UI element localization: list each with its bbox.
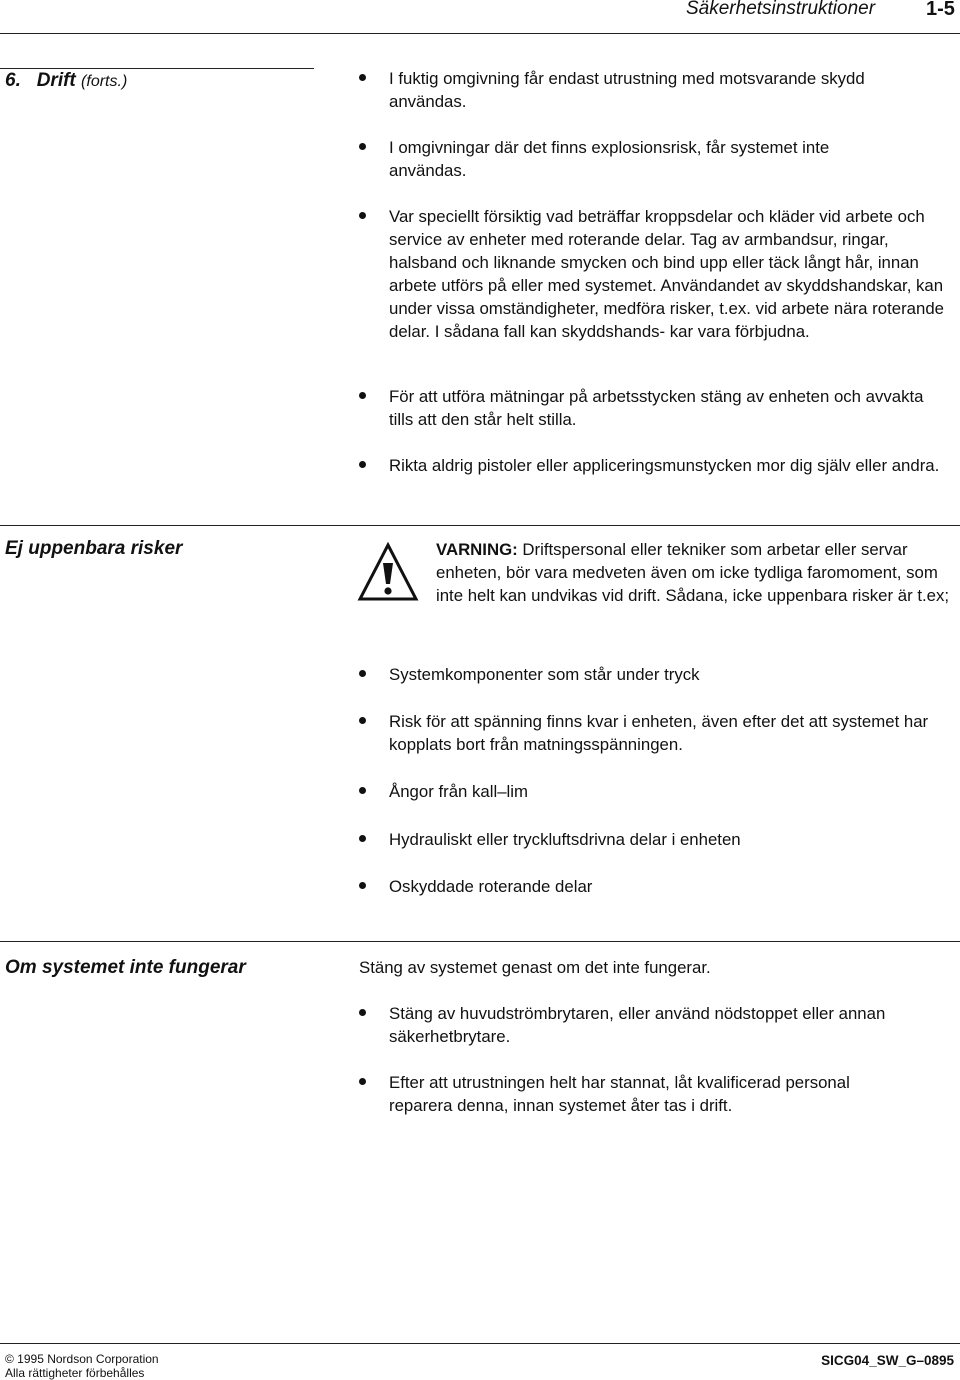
list-item: Ångor från kall–lim	[389, 782, 528, 801]
bullet-dot	[359, 212, 366, 219]
page-number: 1-5	[926, 0, 955, 20]
list-item: Hydrauliskt eller tryckluftsdrivna delar i enheten	[389, 830, 741, 849]
document-code: SICG04_SW_G–0895	[821, 1353, 954, 1368]
bullet-dot	[359, 461, 366, 468]
footer-copyright: © 1995 Nordson Corporation	[5, 1352, 159, 1366]
warning-body: Driftspersonal eller tekniker som arbetar eller servar enheten, bör vara medveten även om icke tydliga faromoment, som inte helt kan undvikas vid drift. Sådana, icke uppenbara risker är t.ex;	[436, 540, 950, 605]
list-item: För att utföra mätningar på arbetsstycken stäng av enheten och avvakta tills att den står helt stilla.	[389, 387, 924, 429]
section-number: 6.	[5, 70, 21, 91]
footer-rule	[0, 1343, 960, 1344]
section-title	[5, 70, 127, 92]
bullet-dot	[359, 717, 366, 724]
bullet-dot	[359, 670, 366, 677]
warning-icon	[357, 542, 419, 602]
list-item: Risk för att spänning finns kvar i enheten, även efter det att systemet har kopplats bort från matningsspänningen.	[389, 712, 929, 754]
list-item: Efter att utrustningen helt har stannat, låt kvalificerad personal reparera denna, innan systemet åter tas i drift.	[389, 1073, 850, 1115]
bullet-dot	[359, 882, 366, 889]
bullet-dot	[359, 143, 366, 150]
hidden-risks-heading: Ej uppenbara risker	[5, 538, 183, 559]
header-rule	[0, 33, 960, 34]
section-suffix: (forts.)	[81, 73, 128, 90]
list-item: I fuktig omgivning får endast utrustning med motsvarande skydd användas.	[389, 69, 865, 111]
bullet-dot	[359, 74, 366, 81]
running-header-title: Säkerhetsinstruktioner	[686, 0, 876, 19]
bullet-dot	[359, 392, 366, 399]
bullet-dot	[359, 1078, 366, 1085]
warning-label: VARNING:	[436, 540, 518, 559]
section-divider	[0, 941, 960, 942]
list-item: Systemkomponenter som står under tryck	[389, 665, 700, 684]
section-name: Drift	[36, 70, 76, 91]
section-divider	[0, 525, 960, 526]
malfunction-heading: Om systemet inte fungerar	[5, 957, 246, 978]
list-item: Oskyddade roterande delar	[389, 877, 593, 896]
warning-text	[436, 538, 960, 607]
bullet-dot	[359, 1009, 366, 1016]
list-item: I omgivningar där det finns explosionsrisk, får systemet inte användas.	[389, 138, 830, 180]
list-item: Stäng av huvudströmbrytaren, eller använd nödstoppet eller annan säkerhetbrytare.	[389, 1004, 886, 1046]
footer-rights: Alla rättigheter förbehålles	[5, 1366, 145, 1380]
malfunction-intro: Stäng av systemet genast om det inte fungerar.	[359, 958, 711, 977]
bullet-dot	[359, 787, 366, 794]
bullet-dot	[359, 835, 366, 842]
section-rule	[0, 68, 314, 69]
list-item: Var speciellt försiktig vad beträffar kroppsdelar och kläder vid arbete och service av enheter med roterande delar. Tag av armbandsur, ringar, halsband och liknande smycken och bind upp eller täck långt hår, innan arbete utförs på eller med systemet. Användandet av skyddshandskar, kan under vissa omständigheter, medföra risker, t.ex. vid arbete nära roterande delar. I sådana fall kan skyddshands- kar vara förbjudna.	[389, 207, 945, 341]
list-item: Rikta aldrig pistoler eller appliceringsmunstycken mor dig själv eller andra.	[389, 456, 940, 475]
